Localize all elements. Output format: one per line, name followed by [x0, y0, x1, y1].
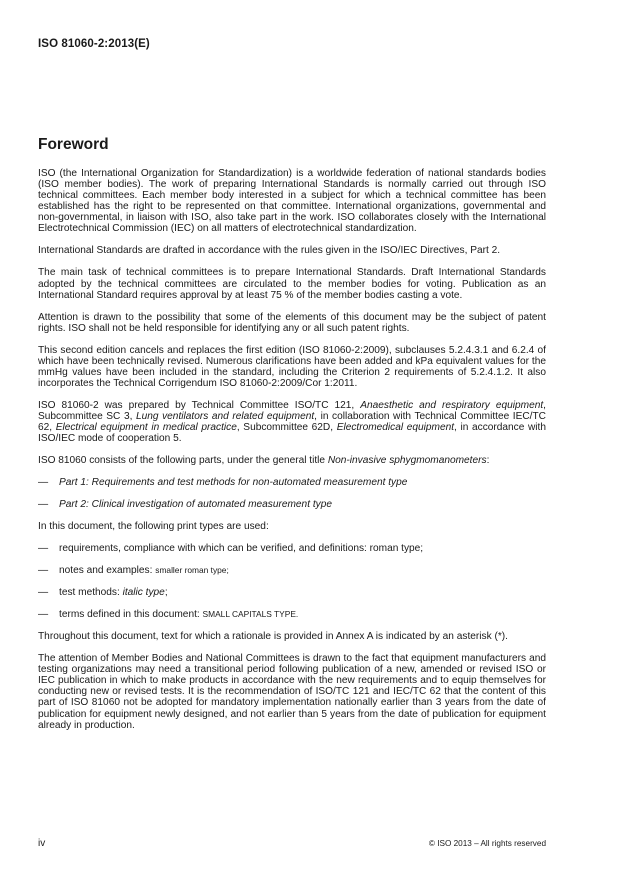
committee-text: , in collaboration with Technical Committee IEC/TC 62,: [38, 411, 546, 434]
em-dash: —: [38, 609, 49, 621]
parts-intro-text: ISO 81060 consists of the following parts, under the general title: [38, 455, 328, 467]
paragraph-directives: International Standards are drafted in accordance with the rules given in the ISO/IEC Directives, Part 2.: [38, 245, 501, 257]
paragraph-parts-intro: [38, 455, 546, 466]
small-caps-text: SMALL CAPITALS TYPE.: [202, 609, 299, 620]
roman-type-text: requirements, compliance with which can be verified, and definitions: roman type;: [59, 543, 424, 555]
list-item-part1: [38, 477, 546, 488]
paragraph-rationale: Throughout this document, text for which a rationale is provided in Annex A is indicated by an asterisk (*).: [38, 631, 508, 643]
em-dash: —: [38, 477, 49, 489]
committee-title-italic: Anaesthetic and respiratory equipment: [360, 399, 544, 411]
parts-intro-colon: :: [486, 455, 490, 467]
paragraph-iso-intro: ISO (the International Organization for Standardization) is a worldwide federation of national standards bodies (ISO member bodies). The work of preparing International Standards is normally carried out through ISO technical committees. Each member body interested in a subject for which a technical committee has been established has the right to be represented on that committee. International organizations, governmental and non-governmental, in liaison with ISO, also take part in the work. ISO collaborates closely with the International Electrotechnical Commission (IEC) on all matters of electrotechnical standardization.: [38, 168, 546, 235]
copyright-notice: © ISO 2013 – All rights reserved: [428, 839, 546, 848]
small-roman-text: smaller roman type;: [155, 565, 229, 576]
em-dash: —: [38, 499, 49, 511]
paragraph-committee: [38, 400, 546, 444]
em-dash: —: [38, 543, 49, 555]
terms-label: terms defined in this document:: [59, 609, 203, 621]
paragraph-main-task: The main task of technical committees is to prepare International Standards. Draft International Standards adopted by the technical committees are circulated to the member bodies for voting. Publication as an International Standard requires approval by at least 75 % of the member bodies casting a vote.: [38, 267, 546, 301]
general-title-italic: Non-invasive sphygmomanometers: [327, 455, 487, 467]
list-item-small-type: [38, 565, 546, 576]
foreword-body: [38, 168, 546, 742]
list-item-part2: [38, 499, 546, 510]
paragraph-print-types: In this document, the following print types are used:: [38, 521, 269, 533]
committee-text: , Subcommittee 62D,: [236, 422, 337, 434]
test-methods-label: test methods:: [59, 587, 123, 599]
notes-label: notes and examples:: [59, 565, 156, 577]
iec-committee-title-italic: Electrical equipment in medical practice: [55, 422, 237, 434]
list-item-small-caps-type: [38, 609, 546, 620]
em-dash: —: [38, 587, 49, 599]
iec-subcommittee-title-italic: Electromedical equipment: [336, 422, 455, 434]
page-title: Foreword: [38, 136, 109, 153]
document-id-header: ISO 81060-2:2013(E): [38, 38, 150, 50]
italic-type-text: italic type: [122, 587, 165, 599]
paragraph-patent-rights: Attention is drawn to the possibility that some of the elements of this document may be the subject of patent rights. ISO shall not be held responsible for identifying any or all such patent rights.: [38, 311, 546, 334]
subcommittee-title-italic: Lung ventilators and related equipment: [136, 411, 315, 423]
page-number: iv: [38, 838, 46, 849]
list-item-roman-type: [38, 543, 546, 554]
paragraph-edition: This second edition cancels and replaces the first edition (ISO 81060-2:2009), subclauses 5.2.4.3.1 and 6.2.4 of which have been technically revised. Numerous clarifications have been added and kPa equivalent values for the mmHg values have been included in the standard, including the Criterion 2 requirements of 5.2.4.1.2. It also incorporates the Technical Corrigendum ISO 81060-2:2009/Cor 1:2011.: [38, 344, 546, 389]
paragraph-transition: The attention of Member Bodies and National Committees is drawn to the fact that equipment manufacturers and testing organizations may need a transitional period following publication of a new, amended or revised ISO or IEC publication in which to make products in accordance with the new requirements and to equip themselves for conducting new or revised tests. It is the recommendation of ISO/TC 121 and IEC/TC 62 that the content of this part of ISO 81060 not be adopted for mandatory implementation nationally earlier than 3 years from the date of publication for equipment newly designed, and not earlier than 5 years from the date of publication for equipment already in production.: [38, 653, 546, 731]
semicolon: ;: [164, 587, 168, 599]
list-item-italic-type: [38, 587, 546, 598]
committee-text: , Subcommittee SC 3,: [38, 399, 546, 423]
part2-title: Part 2: Clinical investigation of automated measurement type: [59, 499, 332, 511]
em-dash: —: [38, 565, 49, 577]
committee-text: , in accordance with ISO/IEC mode of cooperation 5.: [38, 422, 546, 445]
committee-text: ISO 81060-2 was prepared by Technical Committee ISO/TC 121,: [38, 399, 361, 411]
part1-title: Part 1: Requirements and test methods for non-automated measurement type: [59, 477, 408, 489]
